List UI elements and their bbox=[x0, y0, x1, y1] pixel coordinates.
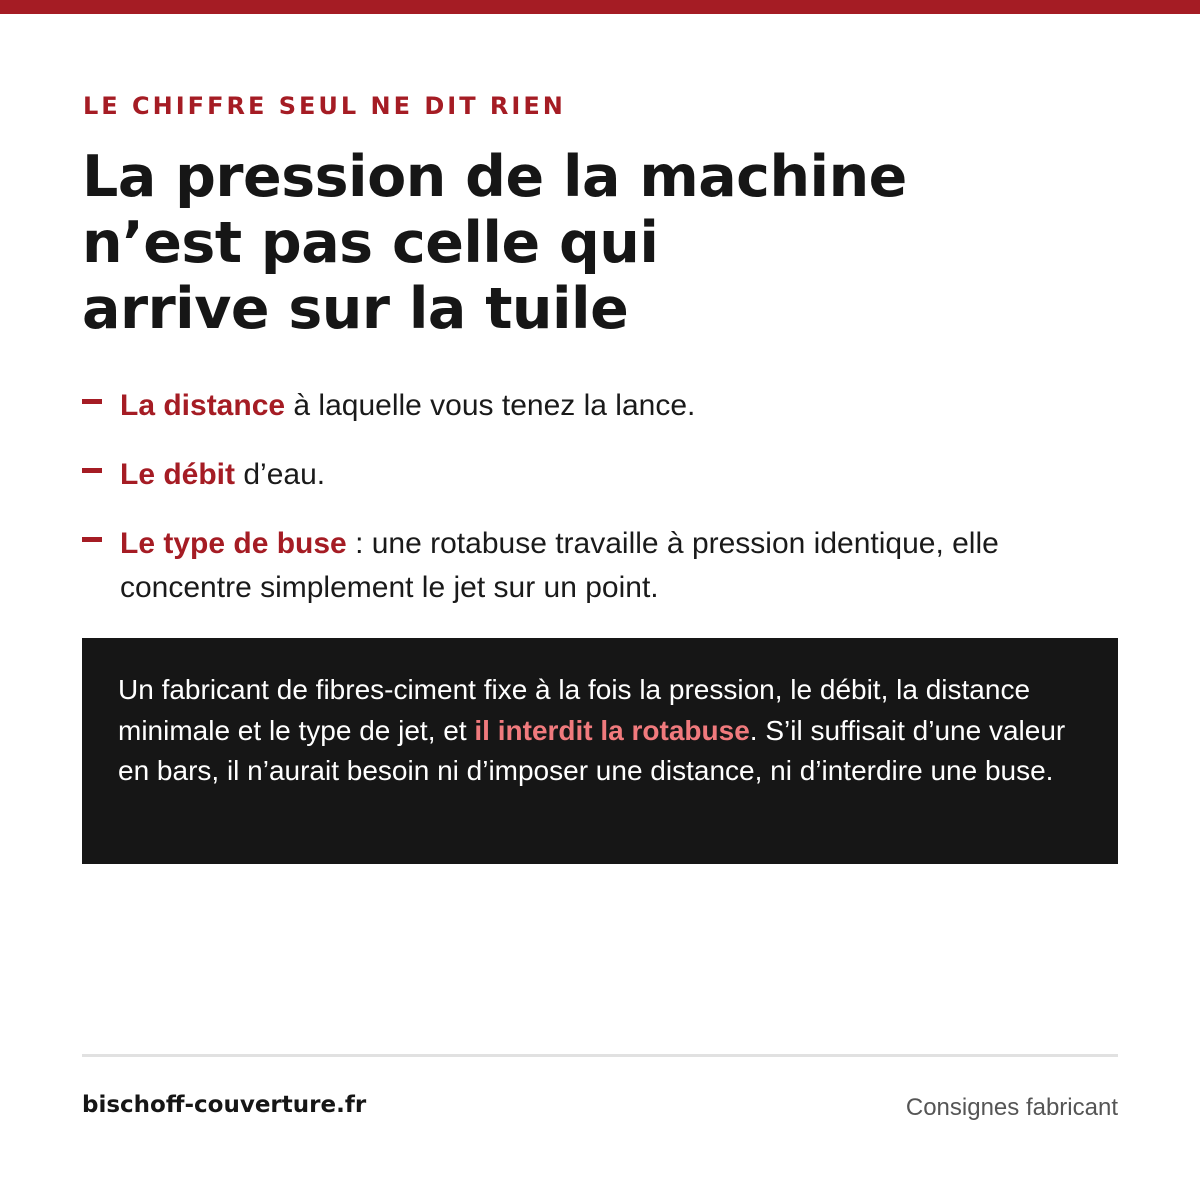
footer-source-note: Consignes fabricant bbox=[905, 1094, 1118, 1121]
factor-text: d’eau. bbox=[235, 458, 326, 491]
callout-text-after: . S’il suffisait d’une valeur en bars, il n’aurait besoin ni d’imposer une distance, ni d’interdire une buse. bbox=[118, 714, 1066, 786]
kicker-label: LE CHIFFRE SEUL NE DIT RIEN bbox=[83, 92, 566, 120]
factor-item-distance bbox=[82, 384, 1082, 428]
top-accent-bar bbox=[0, 0, 1200, 14]
headline-line-2: n’est pas celle qui bbox=[82, 210, 659, 276]
factor-term: Le débit bbox=[120, 458, 236, 491]
dash-bullet-icon bbox=[82, 399, 102, 404]
manufacturer-callout bbox=[82, 638, 1118, 864]
factor-item-debit bbox=[82, 453, 1082, 497]
headline bbox=[82, 144, 1082, 342]
headline-line-1: La pression de la machine bbox=[82, 144, 907, 210]
factor-term: La distance bbox=[120, 389, 286, 422]
footer-site-url: bischoff-couverture.fr bbox=[82, 1092, 367, 1118]
callout-text bbox=[118, 670, 1082, 792]
dash-bullet-icon bbox=[82, 537, 102, 542]
factor-term: Le type de buse bbox=[120, 527, 347, 560]
factor-text: : une rotabuse travaille à pression identique, elle concentre simplement le jet sur un point. bbox=[120, 527, 999, 604]
callout-highlight: il interdit la rotabuse bbox=[474, 714, 750, 746]
callout-text-before: Un fabricant de fibres-ciment fixe à la fois la pression, le débit, la distance minimale et le type de jet, et bbox=[118, 674, 1031, 746]
footer-divider bbox=[82, 1054, 1118, 1057]
factor-item-buse bbox=[82, 522, 1082, 610]
factor-text: à laquelle vous tenez la lance. bbox=[285, 389, 696, 422]
headline-line-3: arrive sur la tuile bbox=[82, 276, 629, 342]
factor-list bbox=[82, 384, 1082, 610]
dash-bullet-icon bbox=[82, 468, 102, 473]
